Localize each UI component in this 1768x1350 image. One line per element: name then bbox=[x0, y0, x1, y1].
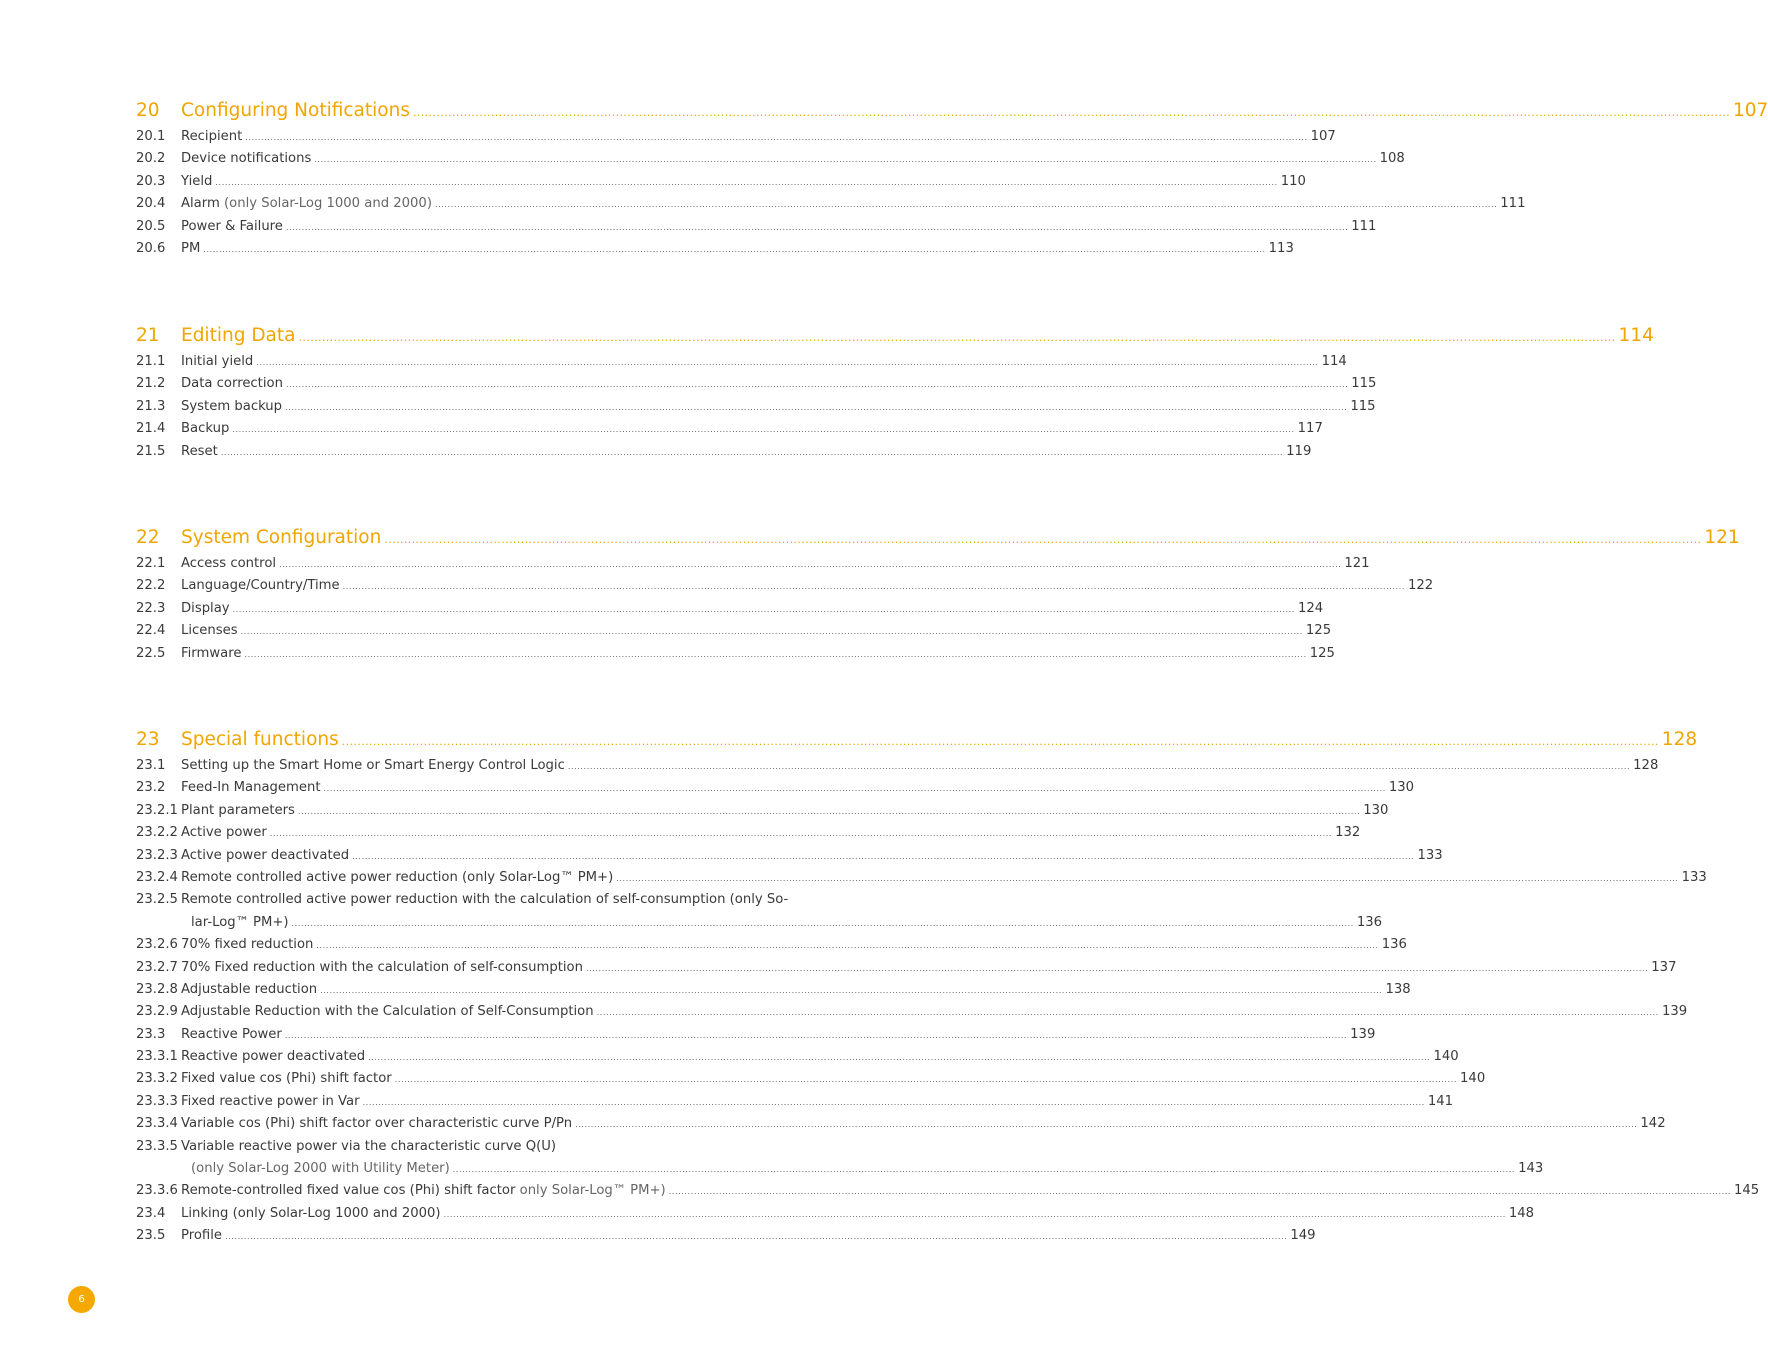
chapter-number: 23 bbox=[136, 729, 160, 750]
dot-leader bbox=[363, 1092, 1425, 1114]
dot-leader bbox=[203, 239, 1265, 261]
toc-entry[interactable] bbox=[136, 193, 1526, 215]
toc-entry[interactable] bbox=[136, 1113, 1666, 1135]
entry-page: 125 bbox=[1305, 623, 1332, 639]
entry-title: Setting up the Smart Home or Smart Energy Control Logic bbox=[181, 758, 565, 773]
toc-entry[interactable] bbox=[136, 553, 1370, 575]
toc-entry[interactable] bbox=[136, 643, 1335, 665]
entry-title-main: Remote-controlled fixed value cos (Phi) shift factor bbox=[181, 1183, 516, 1199]
entry-page: 124 bbox=[1297, 600, 1324, 616]
toc-entry[interactable] bbox=[136, 418, 1323, 440]
chapter-title: System Configuration bbox=[181, 527, 382, 548]
entry-title: Backup bbox=[181, 421, 230, 437]
toc-entry[interactable] bbox=[136, 934, 1407, 956]
entry-page: 143 bbox=[1518, 1161, 1544, 1177]
entry-title: Access control bbox=[181, 556, 277, 571]
toc-entry[interactable] bbox=[136, 575, 1434, 597]
entry-page: 111 bbox=[1351, 218, 1377, 234]
entry-number: 23.2.2 bbox=[136, 825, 178, 841]
toc-entry-continuation[interactable] bbox=[136, 912, 1383, 934]
dot-leader bbox=[384, 525, 1701, 555]
toc-entry[interactable] bbox=[136, 1024, 1376, 1046]
chapter-number: 22 bbox=[136, 527, 160, 548]
toc-entry[interactable] bbox=[136, 598, 1324, 620]
dot-leader bbox=[395, 1069, 1457, 1091]
entry-title: 70% Fixed reduction with the calculation of self-consumption bbox=[181, 959, 583, 975]
entry-page: 115 bbox=[1351, 376, 1377, 392]
dot-leader bbox=[286, 217, 1348, 239]
entry-number: 23.2.4 bbox=[136, 869, 178, 885]
toc-entry[interactable] bbox=[136, 1091, 1454, 1113]
entry-number: 21.5 bbox=[136, 443, 166, 459]
entry-page: 145 bbox=[1734, 1183, 1760, 1199]
entry-page: 141 bbox=[1427, 1093, 1454, 1109]
entry-page: 107 bbox=[1310, 129, 1336, 144]
entry-title: Display bbox=[181, 600, 230, 616]
entry-number: 23.2.8 bbox=[136, 981, 178, 997]
entry-page: 136 bbox=[1356, 914, 1383, 930]
dot-leader bbox=[586, 958, 1648, 980]
dot-leader bbox=[453, 1159, 1515, 1181]
chapter-page: 128 bbox=[1661, 729, 1698, 750]
entry-title bbox=[181, 193, 432, 215]
entry-page: 139 bbox=[1350, 1026, 1376, 1042]
dot-leader bbox=[316, 935, 1378, 957]
toc-entry[interactable] bbox=[136, 1203, 1535, 1225]
entry-title bbox=[181, 1180, 666, 1202]
entry-title-continued: lar-Log™ PM+) bbox=[191, 914, 289, 930]
toc-entry[interactable] bbox=[136, 441, 1312, 463]
entry-number: 23.3.2 bbox=[136, 1071, 178, 1087]
toc-entry[interactable] bbox=[136, 1136, 872, 1158]
entry-title: Initial yield bbox=[181, 354, 254, 369]
entry-page: 148 bbox=[1508, 1205, 1535, 1221]
entry-number: 23.2 bbox=[136, 780, 166, 796]
toc-entry[interactable] bbox=[136, 957, 1677, 979]
dot-leader bbox=[342, 727, 1659, 757]
entry-title: 70% fixed reduction bbox=[181, 937, 314, 953]
entry-page: 122 bbox=[1407, 578, 1434, 594]
toc-entry[interactable] bbox=[136, 171, 1306, 193]
entry-page: 133 bbox=[1417, 847, 1443, 863]
toc-entry[interactable] bbox=[136, 867, 1707, 889]
entry-number: 23.4 bbox=[136, 1205, 166, 1221]
entry-title: Reset bbox=[181, 443, 218, 459]
chapter-number: 21 bbox=[136, 325, 160, 346]
dot-leader bbox=[233, 599, 1295, 621]
entry-page: 111 bbox=[1500, 196, 1526, 212]
entry-title: PM bbox=[181, 240, 201, 256]
dot-leader bbox=[256, 352, 1318, 374]
dot-leader bbox=[444, 1204, 1506, 1226]
dot-leader bbox=[568, 756, 1630, 778]
toc-entry[interactable] bbox=[136, 216, 1377, 238]
entry-number: 20.6 bbox=[136, 240, 166, 256]
dot-leader bbox=[413, 98, 1730, 128]
dot-leader bbox=[352, 846, 1414, 868]
entry-number: 21.3 bbox=[136, 398, 166, 414]
entry-page: 121 bbox=[1344, 556, 1370, 571]
chapter-heading[interactable] bbox=[136, 523, 1740, 553]
entry-title: Device notifications bbox=[181, 151, 312, 167]
toc-entry[interactable] bbox=[136, 1180, 1760, 1202]
toc-entry[interactable] bbox=[136, 1225, 1316, 1247]
chapter-page: 107 bbox=[1733, 100, 1768, 121]
entry-number: 23.2.9 bbox=[136, 1004, 178, 1020]
chapter-number: 20 bbox=[136, 100, 160, 121]
entry-number: 23.3.6 bbox=[136, 1183, 178, 1199]
entry-number: 23.3 bbox=[136, 1026, 166, 1042]
toc-entry[interactable] bbox=[136, 1068, 1486, 1090]
chapter-heading[interactable] bbox=[136, 321, 1654, 351]
entry-page: 119 bbox=[1286, 443, 1312, 459]
dot-leader bbox=[343, 576, 1405, 598]
dot-leader bbox=[597, 1002, 1659, 1024]
entry-number: 23.2.6 bbox=[136, 937, 178, 953]
entry-title: Active power deactivated bbox=[181, 847, 350, 863]
dot-leader bbox=[616, 868, 1678, 890]
toc-entry[interactable] bbox=[136, 979, 1411, 1001]
entry-title: Licenses bbox=[181, 623, 238, 639]
entry-title: Linking (only Solar-Log 1000 and 2000) bbox=[181, 1205, 441, 1221]
entry-page: 108 bbox=[1379, 151, 1405, 167]
chapter-22 bbox=[136, 523, 1740, 665]
page-number-badge: 6 bbox=[68, 1286, 95, 1313]
entry-page: 136 bbox=[1381, 937, 1407, 953]
dot-leader bbox=[368, 1047, 1430, 1069]
dot-leader bbox=[241, 621, 1303, 643]
entry-number: 21.1 bbox=[136, 354, 166, 369]
entry-title-note: (only Solar-Log 1000 and 2000) bbox=[219, 196, 432, 212]
entry-number: 21.2 bbox=[136, 376, 166, 392]
toc-entry[interactable] bbox=[136, 620, 1332, 642]
dot-leader bbox=[244, 644, 1306, 666]
entry-title: Remote controlled active power reduction with the calculation of self-consumption (only So- bbox=[181, 892, 789, 908]
entry-title: Fixed reactive power in Var bbox=[181, 1093, 360, 1109]
dot-leader bbox=[324, 778, 1386, 800]
entry-number: 20.5 bbox=[136, 218, 166, 234]
entry-number: 22.5 bbox=[136, 645, 166, 661]
entry-page: 114 bbox=[1321, 354, 1347, 369]
entry-page: 130 bbox=[1363, 802, 1389, 818]
dot-leader bbox=[270, 823, 1332, 845]
entry-title: Remote controlled active power reduction (only Solar-Log™ PM+) bbox=[181, 869, 614, 885]
entry-page: 125 bbox=[1309, 645, 1335, 661]
dot-leader bbox=[320, 980, 1382, 1002]
entry-title: Adjustable reduction bbox=[181, 981, 318, 997]
chapter-20 bbox=[136, 96, 1768, 260]
entry-page: 132 bbox=[1335, 825, 1361, 841]
entry-page: 139 bbox=[1661, 1004, 1688, 1020]
entry-number: 22.3 bbox=[136, 600, 166, 616]
entry-title: Variable cos (Phi) shift factor over characteristic curve P/Pn bbox=[181, 1116, 573, 1132]
entry-number: 23.3.5 bbox=[136, 1138, 178, 1154]
entry-page: 149 bbox=[1290, 1228, 1316, 1244]
entry-title: Variable reactive power via the characteristic curve Q(U) bbox=[181, 1138, 557, 1154]
entry-number: 20.1 bbox=[136, 129, 166, 144]
toc-entry[interactable] bbox=[136, 148, 1405, 170]
toc-entry[interactable] bbox=[136, 1001, 1688, 1023]
dot-leader bbox=[292, 913, 1354, 935]
entry-page: 140 bbox=[1433, 1049, 1459, 1065]
toc-entry[interactable] bbox=[136, 800, 1389, 822]
dot-leader bbox=[299, 323, 1616, 353]
entry-title: Data correction bbox=[181, 376, 283, 392]
chapter-page: 114 bbox=[1618, 325, 1654, 346]
entry-number: 20.2 bbox=[136, 151, 166, 167]
entry-number: 23.2.3 bbox=[136, 847, 178, 863]
chapter-21 bbox=[136, 321, 1654, 463]
dot-leader bbox=[215, 172, 1277, 194]
entry-number: 22.4 bbox=[136, 623, 166, 639]
dot-leader bbox=[232, 419, 1294, 441]
chapter-title: Editing Data bbox=[181, 325, 296, 346]
chapter-title: Configuring Notifications bbox=[181, 100, 410, 121]
dot-leader bbox=[314, 149, 1376, 171]
entry-page: 137 bbox=[1651, 959, 1677, 975]
entry-number: 20.3 bbox=[136, 173, 166, 189]
toc-entry[interactable] bbox=[136, 755, 1659, 777]
entry-page: 133 bbox=[1681, 869, 1707, 885]
entry-title: Feed-In Management bbox=[181, 780, 321, 796]
entry-page: 128 bbox=[1633, 758, 1659, 773]
dot-leader bbox=[435, 194, 1497, 216]
entry-page: 138 bbox=[1385, 981, 1411, 997]
entry-number: 23.2.7 bbox=[136, 959, 178, 975]
entry-title: Plant parameters bbox=[181, 802, 295, 818]
chapter-page: 121 bbox=[1704, 527, 1740, 548]
entry-title: Firmware bbox=[181, 645, 242, 661]
dot-leader bbox=[575, 1114, 1637, 1136]
chapter-heading[interactable] bbox=[136, 725, 1698, 755]
entry-page: 113 bbox=[1268, 240, 1294, 256]
chapter-23 bbox=[136, 725, 1760, 1248]
entry-number: 23.3.1 bbox=[136, 1049, 178, 1065]
toc-entry-continuation[interactable] bbox=[136, 1158, 1544, 1180]
entry-title-note: only Solar-Log™ PM+) bbox=[515, 1183, 666, 1199]
entry-number: 23.2.5 bbox=[136, 892, 178, 908]
toc-entry[interactable] bbox=[136, 351, 1347, 373]
entry-title: Adjustable Reduction with the Calculation of Self-Consumption bbox=[181, 1004, 594, 1020]
entry-page: 115 bbox=[1350, 398, 1376, 414]
entry-page: 110 bbox=[1280, 173, 1306, 189]
toc-entry[interactable] bbox=[136, 126, 1336, 148]
entry-title: Fixed value cos (Phi) shift factor bbox=[181, 1071, 392, 1087]
entry-number: 23.3.3 bbox=[136, 1093, 178, 1109]
entry-title: Yield bbox=[181, 173, 213, 189]
toc-entry[interactable] bbox=[136, 238, 1294, 260]
entry-number: 21.4 bbox=[136, 421, 166, 437]
toc-entry[interactable] bbox=[136, 1046, 1459, 1068]
entry-page: 130 bbox=[1388, 780, 1415, 796]
dot-leader bbox=[279, 554, 1341, 576]
chapter-title: Special functions bbox=[181, 729, 339, 750]
entry-title: Language/Country/Time bbox=[181, 578, 340, 594]
entry-number: 22.1 bbox=[136, 556, 166, 571]
entry-number: 23.2.1 bbox=[136, 802, 178, 818]
entry-page: 142 bbox=[1640, 1116, 1666, 1132]
entry-title: Reactive power deactivated bbox=[181, 1049, 366, 1065]
entry-title: Recipient bbox=[181, 129, 243, 144]
entry-page: 117 bbox=[1297, 421, 1323, 437]
dot-leader bbox=[285, 1025, 1347, 1047]
dot-leader bbox=[286, 374, 1348, 396]
toc-entry[interactable] bbox=[136, 889, 872, 911]
entry-number: 23.5 bbox=[136, 1228, 166, 1244]
chapter-heading[interactable] bbox=[136, 96, 1768, 126]
toc-entry[interactable] bbox=[136, 396, 1376, 418]
toc-entry[interactable] bbox=[136, 845, 1443, 867]
toc-entry[interactable] bbox=[136, 373, 1377, 395]
dot-leader bbox=[225, 1226, 1287, 1248]
toc-entry[interactable] bbox=[136, 822, 1361, 844]
entry-number: 22.2 bbox=[136, 578, 166, 594]
entry-number: 23.1 bbox=[136, 758, 166, 773]
entry-title: Power & Failure bbox=[181, 218, 283, 234]
dot-leader bbox=[221, 442, 1283, 464]
entry-title: Reactive Power bbox=[181, 1026, 282, 1042]
entry-number: 23.3.4 bbox=[136, 1116, 178, 1132]
dot-leader bbox=[298, 801, 1360, 823]
entry-title: Active power bbox=[181, 825, 267, 841]
entry-title: System backup bbox=[181, 398, 283, 414]
dot-leader bbox=[285, 397, 1347, 419]
entry-title: Profile bbox=[181, 1228, 223, 1244]
entry-page: 140 bbox=[1460, 1071, 1486, 1087]
dot-leader bbox=[245, 127, 1307, 149]
entry-number: 20.4 bbox=[136, 196, 166, 212]
dot-leader bbox=[669, 1181, 1731, 1203]
toc-entry[interactable] bbox=[136, 777, 1415, 799]
entry-title-main: Alarm bbox=[181, 196, 220, 212]
entry-title-continued: (only Solar-Log 2000 with Utility Meter) bbox=[191, 1161, 450, 1177]
